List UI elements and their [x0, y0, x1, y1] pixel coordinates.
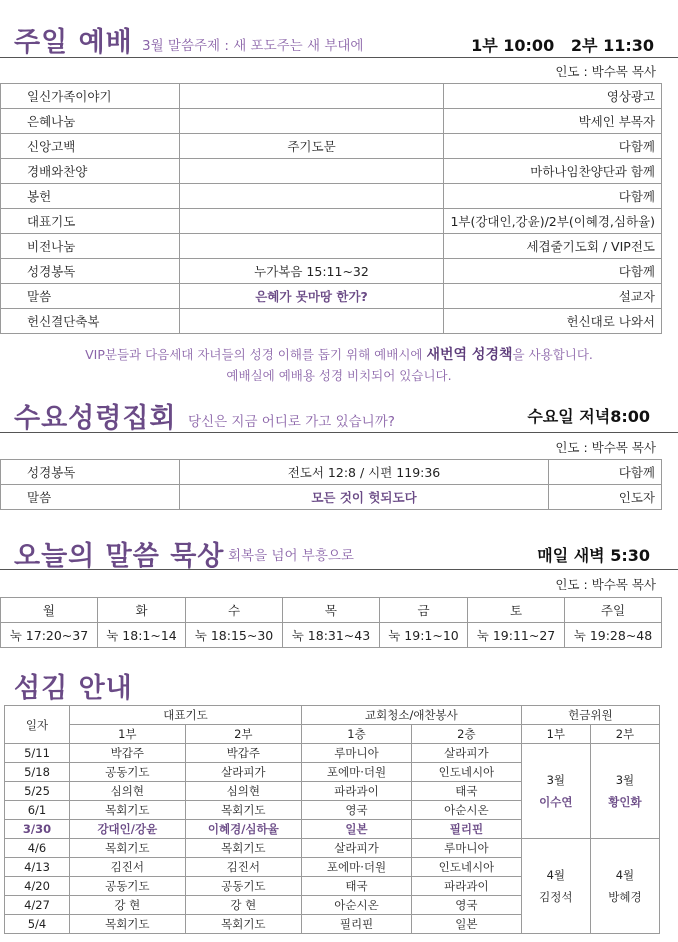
order-label: 은혜나눔	[1, 109, 180, 134]
order-label: 헌신결단축복	[1, 309, 180, 334]
table-cell: 3/30	[5, 820, 70, 839]
order-content: 주기도문	[180, 134, 444, 159]
table-cell: 목회기도	[70, 839, 186, 858]
order-person: 다함께	[444, 184, 662, 209]
order-row	[1, 209, 662, 234]
order-row	[1, 259, 662, 284]
table-cell: 살라피가	[302, 839, 412, 858]
table-cell: 공동기도	[70, 763, 186, 782]
wednesday-order-table	[0, 459, 662, 510]
offering-cell-1	[521, 744, 590, 839]
order-content	[180, 109, 444, 134]
sunday-order-table	[0, 83, 662, 334]
month-label: 3월	[615, 773, 635, 787]
order-row	[1, 234, 662, 259]
sunday-leader: 인도 : 박수목 목사	[555, 64, 656, 79]
sub-header: 1층	[302, 725, 412, 744]
order-label: 비전나눔	[1, 234, 180, 259]
order-content	[180, 309, 444, 334]
table-cell: 6/1	[5, 801, 70, 820]
sunday-theme: 3월 말씀주제 : 새 포도주는 새 부대에	[142, 38, 364, 54]
table-cell: 태국	[302, 877, 412, 896]
notice-bold: 새번역 성경책	[426, 347, 513, 363]
table-row	[5, 744, 660, 763]
order-row	[1, 134, 662, 159]
table-cell: 5/18	[5, 763, 70, 782]
table-cell: 목회기도	[185, 801, 301, 820]
day-reading: 눅 18:1~14	[97, 623, 185, 648]
table-cell: 포에마·더원	[302, 763, 412, 782]
table-cell: 공동기도	[70, 877, 186, 896]
order-label: 성경봉독	[1, 460, 180, 485]
table-cell: 필리핀	[302, 915, 412, 934]
sub-header: 2층	[412, 725, 522, 744]
table-cell: 아순시온	[412, 801, 522, 820]
table-cell: 목회기도	[185, 915, 301, 934]
order-person: 다함께	[444, 134, 662, 159]
table-cell: 박갑주	[70, 744, 186, 763]
table-cell: 강대인/강윤	[70, 820, 186, 839]
table-cell: 일본	[412, 915, 522, 934]
sub-header: 1부	[70, 725, 186, 744]
order-person: 마하나임찬양단과 함께	[444, 159, 662, 184]
day-header: 금	[379, 598, 467, 623]
order-row	[1, 485, 662, 510]
order-person: 다함께	[549, 460, 662, 485]
table-cell: 이혜경/심하율	[185, 820, 301, 839]
month-label: 4월	[546, 868, 566, 882]
table-cell: 파라과이	[412, 877, 522, 896]
table-cell: 목회기도	[185, 839, 301, 858]
order-content	[180, 84, 444, 109]
notice-line-1	[0, 344, 678, 364]
daily-sub: 회복을 넘어 부흥으로	[228, 548, 354, 564]
divider	[0, 569, 678, 570]
offering-name: 김정석	[539, 890, 573, 904]
divider	[0, 432, 678, 433]
order-content	[180, 209, 444, 234]
table-cell: 영국	[302, 801, 412, 820]
divider	[0, 57, 678, 58]
table-cell: 목회기도	[70, 801, 186, 820]
sunday-title: 주일 예배	[14, 27, 133, 58]
sub-header: 2부	[185, 725, 301, 744]
daily-time: 매일 새벽 5:30	[537, 546, 650, 565]
order-content: 누가복음 15:11~32	[180, 259, 444, 284]
table-cell: 아순시온	[302, 896, 412, 915]
order-row	[1, 460, 662, 485]
table-cell: 영국	[412, 896, 522, 915]
order-content	[180, 184, 444, 209]
header-offering: 헌금위원	[521, 706, 659, 725]
serving-table	[4, 705, 660, 934]
offering-cell-2	[590, 839, 659, 934]
serving-title: 섬김 안내	[14, 673, 133, 704]
table-cell: 5/25	[5, 782, 70, 801]
offering-cell-2	[590, 744, 659, 839]
order-person: 박세인 부목자	[444, 109, 662, 134]
table-cell: 4/20	[5, 877, 70, 896]
order-label: 경배와찬양	[1, 159, 180, 184]
order-row	[1, 84, 662, 109]
day-reading: 눅 19:11~27	[468, 623, 565, 648]
table-cell: 김진서	[185, 858, 301, 877]
table-cell: 4/27	[5, 896, 70, 915]
order-label: 봉헌	[1, 184, 180, 209]
wednesday-leader: 인도 : 박수목 목사	[555, 440, 656, 455]
day-header: 수	[186, 598, 283, 623]
sunday-times: 1부 10:00 2부 11:30	[471, 36, 654, 55]
wednesday-time: 수요일 저녁8:00	[527, 407, 650, 426]
table-cell: 태국	[412, 782, 522, 801]
offering-name: 이수연	[539, 795, 573, 809]
order-label: 신앙고백	[1, 134, 180, 159]
order-label: 말씀	[1, 485, 180, 510]
notice-line-2: 예배실에 예배용 성경 비치되어 있습니다.	[226, 368, 452, 383]
table-cell: 김진서	[70, 858, 186, 877]
order-content: 전도서 12:8 / 시편 119:36	[180, 460, 549, 485]
day-header: 월	[1, 598, 98, 623]
table-cell: 파라과이	[302, 782, 412, 801]
table-cell: 포에마·더원	[302, 858, 412, 877]
order-content	[180, 234, 444, 259]
offering-cell-1	[521, 839, 590, 934]
day-reading: 눅 18:31~43	[283, 623, 380, 648]
offering-name: 황인화	[608, 795, 642, 809]
order-row	[1, 159, 662, 184]
order-person: 헌신대로 나와서	[444, 309, 662, 334]
sub-header: 1부	[521, 725, 590, 744]
table-cell: 인도네시아	[412, 763, 522, 782]
month-label: 3월	[546, 773, 566, 787]
table-cell: 심의현	[185, 782, 301, 801]
day-reading: 눅 17:20~37	[1, 623, 98, 648]
wednesday-sub: 당신은 지금 어디로 가고 있습니까?	[188, 414, 395, 430]
order-person: 인도자	[549, 485, 662, 510]
header-date: 일자	[5, 706, 70, 744]
month-label: 4월	[615, 868, 635, 882]
table-cell: 루마니아	[412, 839, 522, 858]
order-label: 성경봉독	[1, 259, 180, 284]
notice-text: 을 사용합니다.	[512, 347, 593, 362]
order-content: 모든 것이 헛되도다	[180, 485, 549, 510]
order-row	[1, 184, 662, 209]
table-cell: 살라피가	[185, 763, 301, 782]
sub-header: 2부	[590, 725, 659, 744]
day-header: 화	[97, 598, 185, 623]
table-cell: 인도네시아	[412, 858, 522, 877]
day-header: 목	[283, 598, 380, 623]
notice-text: VIP분들과 다음세대 자녀들의 성경 이해를 돕기 위해 예배시에	[85, 347, 427, 362]
day-header: 주일	[565, 598, 662, 623]
order-row	[1, 284, 662, 309]
table-cell: 목회기도	[70, 915, 186, 934]
table-cell: 강 현	[70, 896, 186, 915]
daily-readings-table	[0, 597, 662, 648]
day-reading: 눅 19:28~48	[565, 623, 662, 648]
table-cell: 4/13	[5, 858, 70, 877]
order-content: 은혜가 못마땅 한가?	[180, 284, 444, 309]
order-label: 일신가족이야기	[1, 84, 180, 109]
table-row	[5, 839, 660, 858]
table-cell: 필리핀	[412, 820, 522, 839]
header-cleaning: 교회청소/애찬봉사	[302, 706, 522, 725]
order-label: 대표기도	[1, 209, 180, 234]
daily-title: 오늘의 말씀 묵상	[14, 541, 225, 572]
table-cell: 일본	[302, 820, 412, 839]
table-cell: 심의현	[70, 782, 186, 801]
order-person: 다함께	[444, 259, 662, 284]
table-cell: 루마니아	[302, 744, 412, 763]
order-person: 1부(강대인,강윤)/2부(이혜경,심하율)	[444, 209, 662, 234]
order-person: 영상광고	[444, 84, 662, 109]
table-cell: 살라피가	[412, 744, 522, 763]
wednesday-title: 수요성령집회	[14, 403, 177, 434]
day-reading: 눅 18:15~30	[186, 623, 283, 648]
order-label: 말씀	[1, 284, 180, 309]
order-row	[1, 309, 662, 334]
order-row	[1, 109, 662, 134]
offering-name: 방혜경	[608, 890, 642, 904]
table-cell: 박갑주	[185, 744, 301, 763]
table-cell: 5/4	[5, 915, 70, 934]
table-cell: 4/6	[5, 839, 70, 858]
day-header: 토	[468, 598, 565, 623]
table-cell: 강 현	[185, 896, 301, 915]
day-reading: 눅 19:1~10	[379, 623, 467, 648]
order-person: 설교자	[444, 284, 662, 309]
header-prayer: 대표기도	[70, 706, 302, 725]
daily-leader: 인도 : 박수목 목사	[555, 577, 656, 592]
order-person: 세겹줄기도회 / VIP전도	[444, 234, 662, 259]
order-content	[180, 159, 444, 184]
table-cell: 5/11	[5, 744, 70, 763]
table-cell: 공동기도	[185, 877, 301, 896]
